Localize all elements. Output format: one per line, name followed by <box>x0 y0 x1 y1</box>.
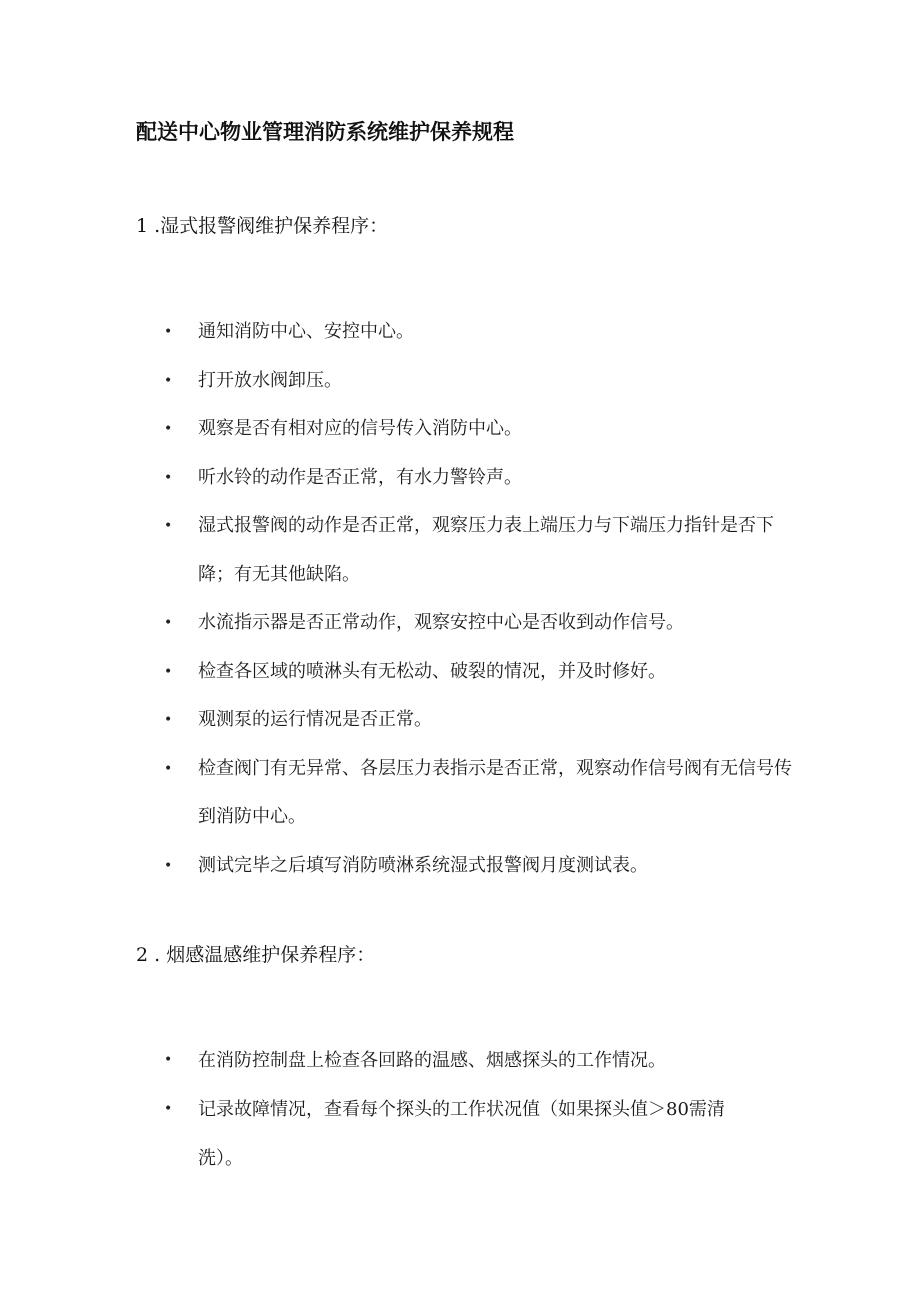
list-item-text: 检查阀门有无异常、各层压力表指示是否正常，观察动作信号阀有无信号传到消防中心。 <box>198 757 792 827</box>
bullet-icon: • <box>164 712 173 728</box>
list-item <box>160 696 800 745</box>
list-item <box>160 745 800 842</box>
list-item <box>160 599 800 648</box>
list-item <box>160 308 800 357</box>
list-item-text: 记录故障情况，查看每个探头的工作状况值（如果探头值＞80需清洗）。 <box>198 1099 725 1169</box>
bullet-icon: • <box>164 1052 173 1068</box>
list-item <box>160 454 800 503</box>
bullet-icon: • <box>164 469 173 486</box>
section-2-list <box>160 1036 800 1183</box>
bullet-icon: • <box>164 1101 173 1117</box>
list-item-text: 打开放水阀卸压。 <box>198 369 342 391</box>
document-title: 配送中心物业管理消防系统维护保养规程 <box>136 120 514 144</box>
list-item <box>160 405 800 454</box>
bullet-icon: • <box>164 615 173 631</box>
list-item-text: 观察是否有相对应的信号传入消防中心。 <box>198 418 522 439</box>
bullet-icon: • <box>164 760 173 777</box>
section-1-list <box>160 308 800 890</box>
bullet-icon: • <box>164 663 173 680</box>
list-item <box>160 357 800 406</box>
list-item <box>160 1036 800 1085</box>
bullet-icon: • <box>164 518 173 534</box>
list-item-text: 检查各区域的喷淋头有无松动、破裂的情况，并及时修好。 <box>198 660 666 682</box>
list-item-text: 测试完毕之后填写消防喷淋系统湿式报警阀月度测试表。 <box>198 854 648 876</box>
list-item <box>160 842 800 891</box>
list-item-text: 在消防控制盘上检查各回路的温感、烟感探头的工作情况。 <box>198 1050 666 1071</box>
list-item-text: 观测泵的运行情况是否正常。 <box>198 709 432 730</box>
bullet-icon: • <box>164 372 173 389</box>
list-item-text: 水流指示器是否正常动作，观察安控中心是否收到动作信号。 <box>198 612 684 633</box>
bullet-icon: • <box>164 857 173 874</box>
list-item <box>160 648 800 697</box>
list-item-text: 听水铃的动作是否正常，有水力警铃声。 <box>198 466 522 488</box>
list-item-text: 湿式报警阀的动作是否正常，观察压力表上端压力与下端压力指针是否下降；有无其他缺陷。 <box>198 515 774 585</box>
bullet-icon: • <box>164 421 173 437</box>
list-item <box>160 502 800 599</box>
list-item <box>160 1085 746 1183</box>
section-heading-1: 1 .湿式报警阀维护保养程序： <box>136 215 389 237</box>
bullet-icon: • <box>164 324 173 340</box>
section-heading-2: 2 . 烟感温感维护保养程序： <box>136 944 376 966</box>
list-item-text: 通知消防中心、安控中心。 <box>198 321 414 342</box>
